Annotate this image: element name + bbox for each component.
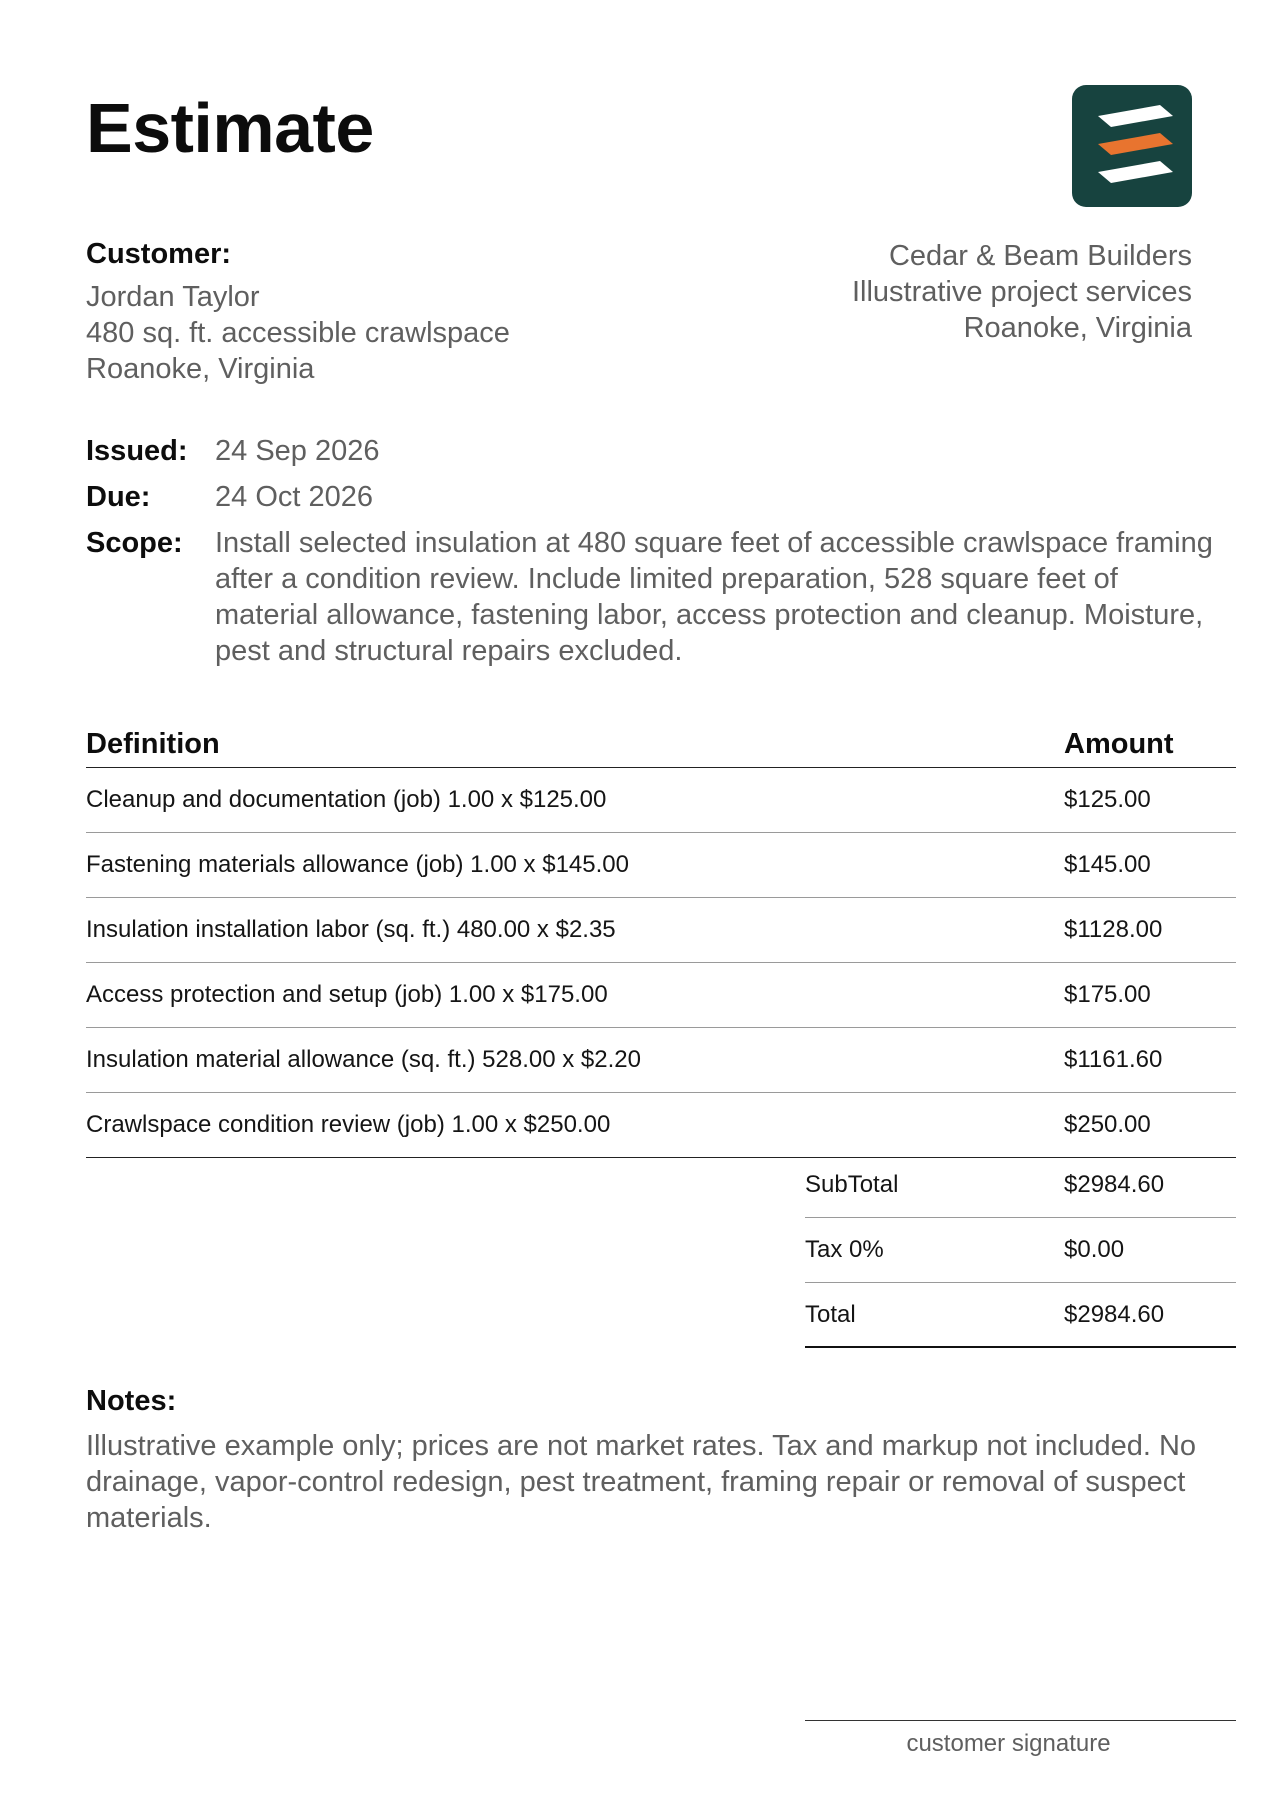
table-row <box>86 963 1236 1028</box>
item-definition: Insulation installation labor (sq. ft.) 480.00 x $2.35 <box>86 916 616 943</box>
item-definition: Fastening materials allowance (job) 1.00 x $145.00 <box>86 851 629 878</box>
layered-stripes-logo-icon <box>1072 85 1192 207</box>
line-items-table <box>86 724 1236 1158</box>
item-amount: $1128.00 <box>1064 916 1163 943</box>
notes-label: Notes: <box>86 1385 177 1417</box>
item-amount: $125.00 <box>1064 786 1151 813</box>
notes-text: Illustrative example only; prices are not market rates. Tax and markup not included. No drainage, vapor-control redesign, pest treatment, framing repair or removal of suspect materials. <box>86 1430 1197 1534</box>
item-amount: $175.00 <box>1064 981 1151 1008</box>
total-value: $2984.60 <box>1064 1300 1165 1328</box>
issued-row <box>86 433 1226 469</box>
table-row <box>86 1093 1236 1158</box>
item-amount: $1161.60 <box>1064 1046 1163 1073</box>
table-header <box>86 724 1236 768</box>
item-amount: $250.00 <box>1064 1111 1151 1138</box>
company-block <box>852 238 1192 346</box>
item-definition: Insulation material allowance (sq. ft.) 528.00 x $2.20 <box>86 1046 641 1073</box>
logo-stripe-bottom <box>1098 161 1173 183</box>
company-tagline: Illustrative project services <box>851 276 1192 308</box>
due-date: 24 Oct 2026 <box>215 481 373 513</box>
total-label: Total <box>805 1300 856 1328</box>
total-row <box>805 1283 1236 1348</box>
document-title: Estimate <box>86 89 374 167</box>
customer-label: Customer: <box>86 238 232 270</box>
notes-block <box>86 1385 1236 1536</box>
scope-text: Install selected insulation at 480 square feet of accessible crawlspace framing after a condition review. Include limited preparation, 528 square feet of material allowance, fastening labor, access protection and cleanup. Moisture, pest and structural repairs excluded. <box>215 527 1213 667</box>
issued-date: 24 Sep 2026 <box>215 435 380 467</box>
totals-block <box>805 1153 1236 1348</box>
table-row <box>86 768 1236 833</box>
signature-line <box>805 1720 1236 1758</box>
subtotal-row <box>805 1153 1236 1218</box>
tax-value: $0.00 <box>1064 1236 1125 1263</box>
table-row <box>86 898 1236 963</box>
due-row <box>86 479 1226 515</box>
logo-stripe-top <box>1098 105 1173 127</box>
customer-block <box>86 238 510 387</box>
company-location: Roanoke, Virginia <box>963 312 1192 344</box>
table-row <box>86 833 1236 898</box>
tax-label: Tax 0% <box>805 1236 884 1263</box>
table-row <box>86 1028 1236 1093</box>
item-definition: Cleanup and documentation (job) 1.00 x $125.00 <box>86 786 607 813</box>
item-amount: $145.00 <box>1064 851 1151 878</box>
subtotal-label: SubTotal <box>805 1171 899 1198</box>
customer-project: 480 sq. ft. accessible crawlspace <box>86 317 510 349</box>
company-name: Cedar & Beam Builders <box>888 240 1192 272</box>
issued-label: Issued: <box>86 435 188 467</box>
amount-header: Amount <box>1064 728 1174 760</box>
company-logo-icon <box>1072 85 1192 207</box>
subtotal-value: $2984.60 <box>1064 1171 1165 1198</box>
table-body <box>86 768 1236 1158</box>
scope-row <box>86 525 1226 669</box>
customer-name: Jordan Taylor <box>86 281 260 313</box>
definition-header: Definition <box>86 728 220 760</box>
estimate-meta <box>86 433 1226 679</box>
item-definition: Access protection and setup (job) 1.00 x $175.00 <box>86 981 608 1008</box>
due-label: Due: <box>86 481 151 513</box>
logo-stripe-middle <box>1098 133 1173 155</box>
item-definition: Crawlspace condition review (job) 1.00 x $250.00 <box>86 1111 611 1138</box>
tax-row <box>805 1218 1236 1283</box>
scope-label: Scope: <box>86 527 183 559</box>
customer-location: Roanoke, Virginia <box>86 353 315 385</box>
signature-label: customer signature <box>906 1730 1111 1757</box>
